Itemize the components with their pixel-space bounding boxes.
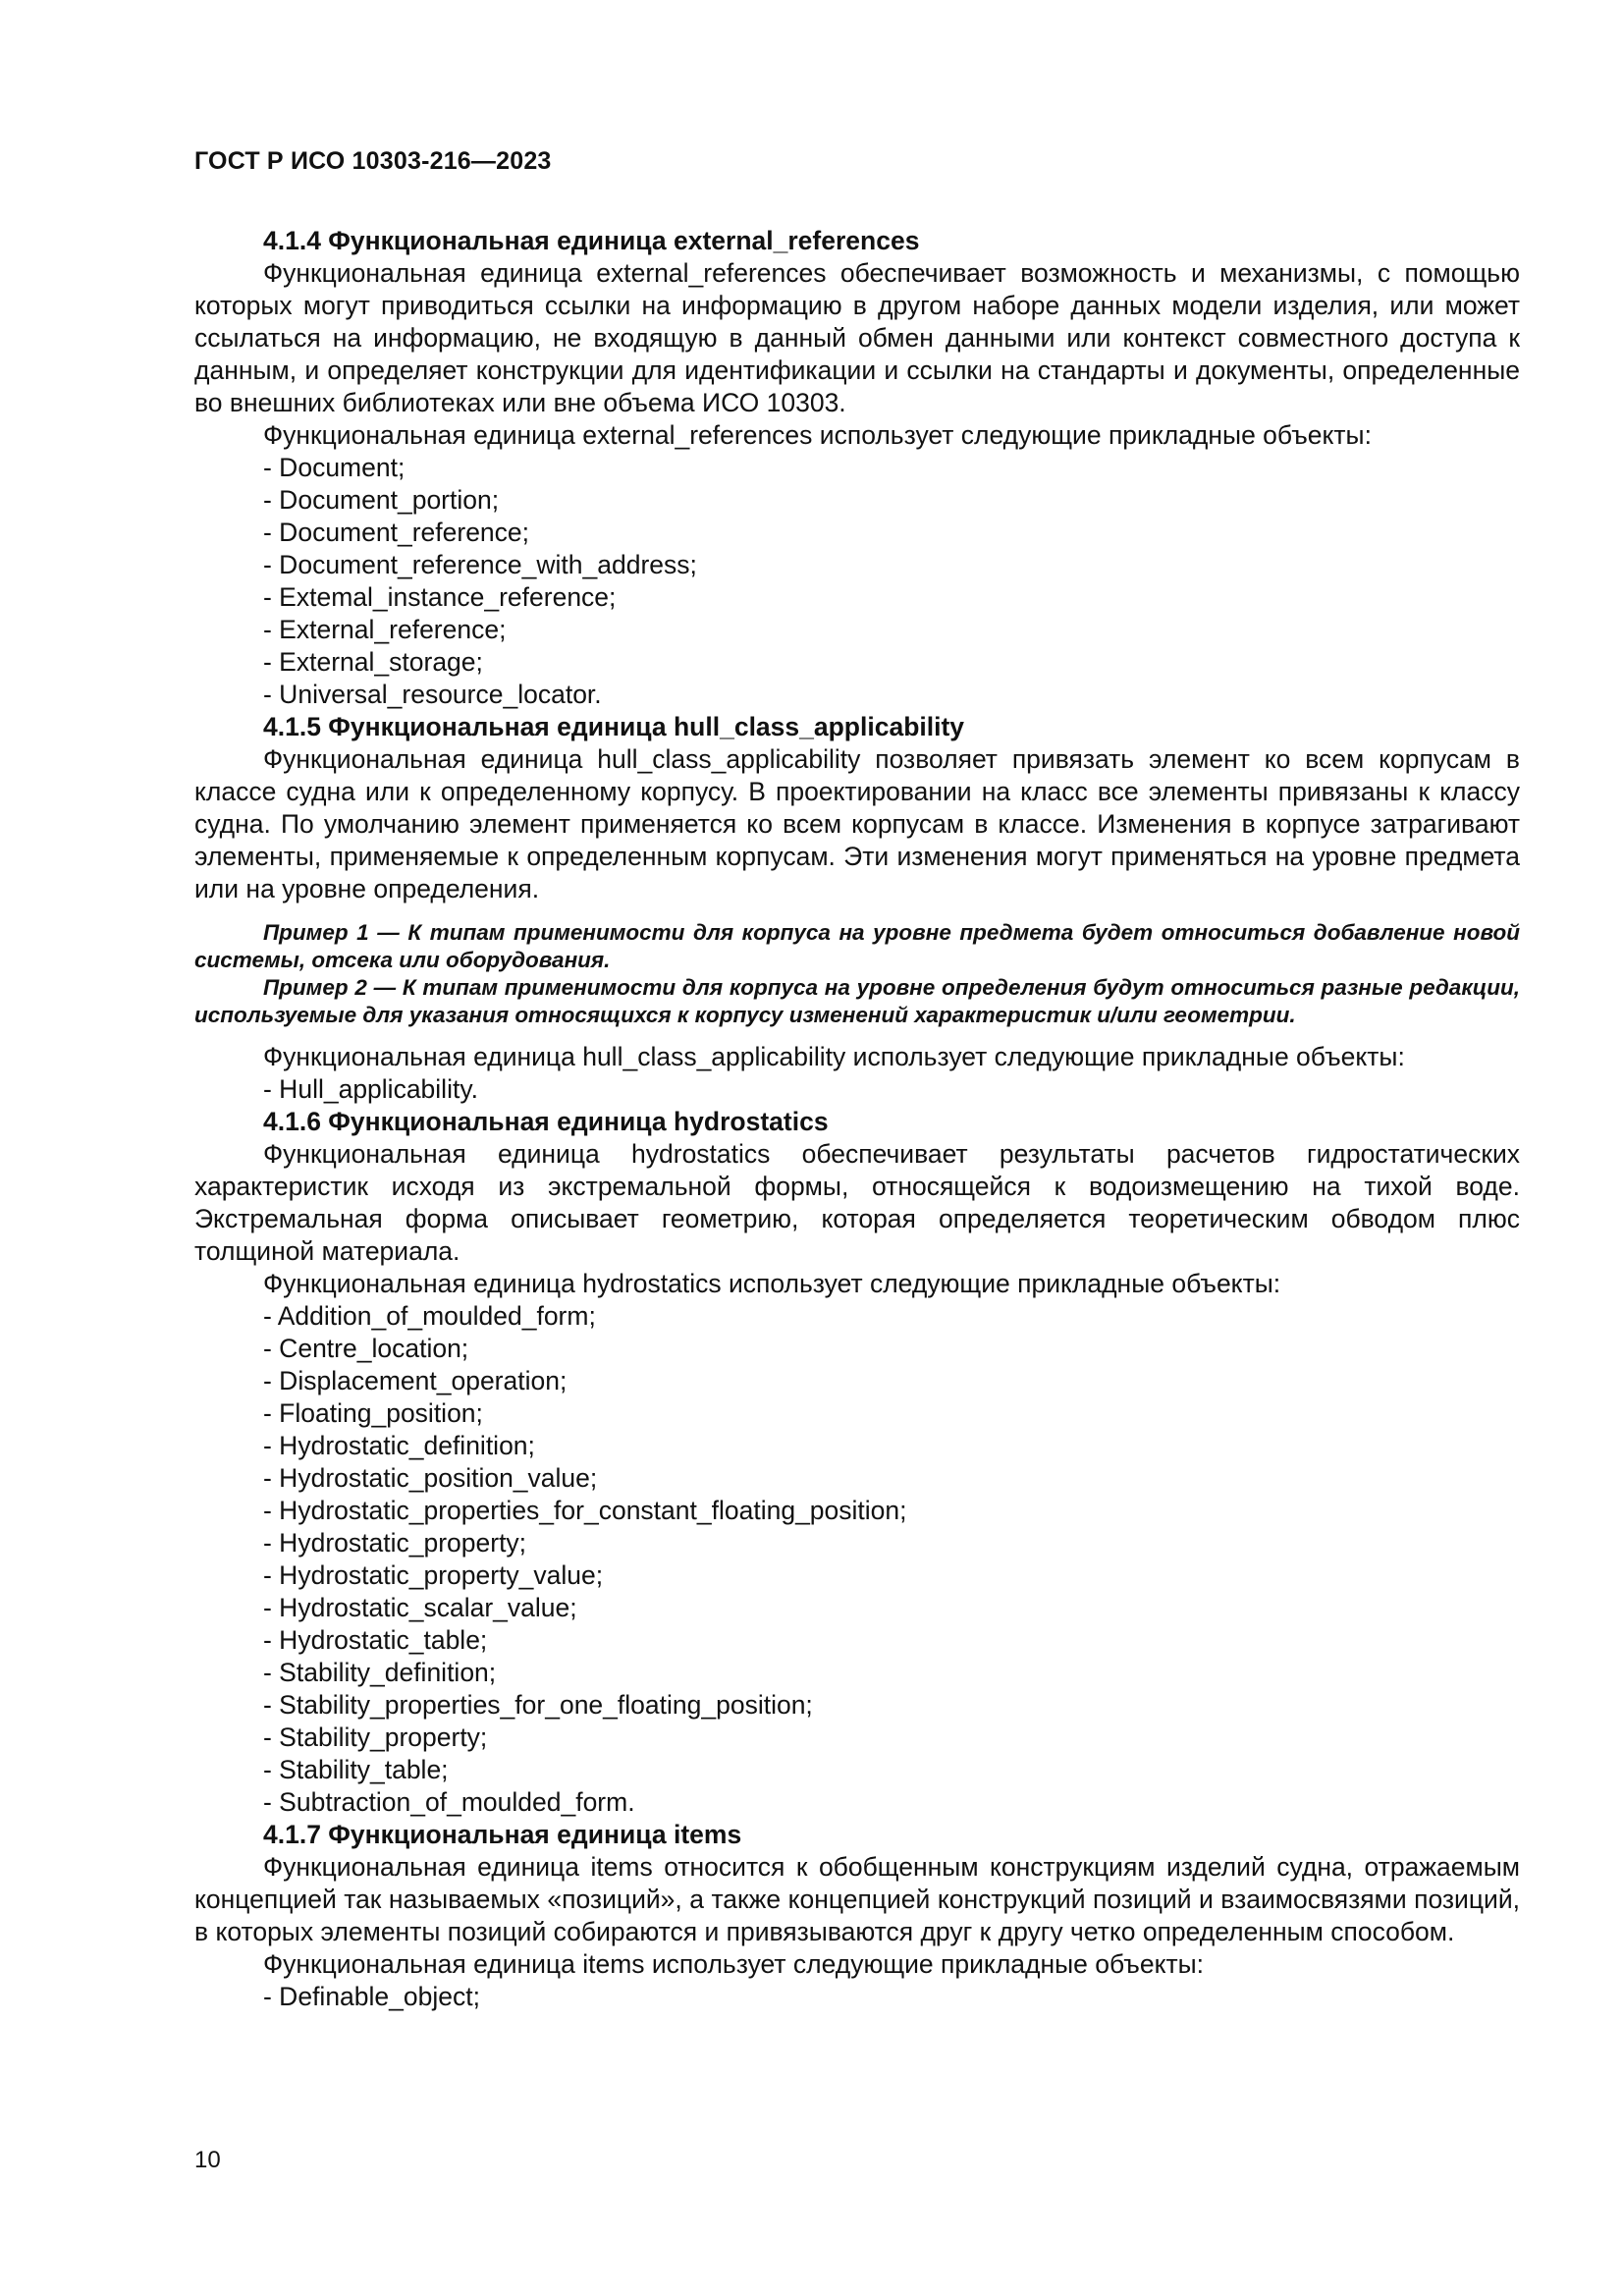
list-item: - Subtraction_of_moulded_form.: [263, 1787, 635, 1817]
list-item: - Hydrostatic_properties_for_constant_floating_position;: [263, 1496, 907, 1525]
list-item: - Hydrostatic_property_value;: [263, 1560, 604, 1590]
list-item: - Document;: [263, 453, 406, 482]
list-item: - Stability_table;: [263, 1755, 449, 1784]
list-item: - Stability_property;: [263, 1722, 488, 1752]
list-item: - External_storage;: [263, 647, 483, 677]
list-item: - Hydrostatic_position_value;: [263, 1463, 598, 1493]
list-item: - Displacement_operation;: [263, 1366, 568, 1395]
list-item: - Hull_applicability.: [263, 1074, 478, 1104]
list-item: - Centre_location;: [263, 1334, 469, 1363]
paragraph: Функциональная единица external_references использует следующие прикладные объекты:: [263, 420, 1372, 450]
example-note-2: Пример 2 — К типам применимости для корпуса на уровне определения будут относиться разные редакции, используемые для указания относящихся к корпусу изменений характеристик и/или геометрии.: [194, 975, 1520, 1027]
page-number: 10: [194, 2147, 221, 2173]
section-heading-4-1-7: 4.1.7 Функциональная единица items: [263, 1820, 742, 1849]
list-item: - Hydrostatic_property;: [263, 1528, 527, 1558]
list-item: - Stability_definition;: [263, 1658, 497, 1687]
paragraph: Функциональная единица items использует следующие прикладные объекты:: [263, 1949, 1205, 1979]
list-item: - Document_reference;: [263, 518, 530, 547]
section-heading-4-1-5: 4.1.5 Функциональная единица hull_class_applicability: [263, 712, 965, 741]
list-item: - Floating_position;: [263, 1398, 483, 1428]
paragraph: Функциональная единица hydrostatics использует следующие прикладные объекты:: [263, 1269, 1281, 1298]
paragraph: Функциональная единица items относится к обобщенным конструкциям изделий судна, отражаемым концепцией так называемых «позиций», а также концепцией конструкций позиций и взаимосвязями позиций, в которых элементы позиций собираются и привязываются друг к другу четко определенным способом.: [194, 1852, 1520, 1946]
list-item: - Hydrostatic_table;: [263, 1625, 488, 1655]
example-note-1: Пример 1 — К типам применимости для корпуса на уровне предмета будет относиться добавление новой системы, отсека или оборудования.: [194, 920, 1520, 972]
list-item: - Definable_object;: [263, 1982, 480, 2011]
list-item: - Hydrostatic_scalar_value;: [263, 1593, 577, 1622]
paragraph: Функциональная единица hull_class_applicability использует следующие прикладные объекты:: [263, 1042, 1405, 1071]
list-item: - Universal_resource_locator.: [263, 680, 602, 709]
paragraph: Функциональная единица hull_class_applicability позволяет привязать элемент ко всем корпусам в классе судна или к определенному корпусу. В проектировании на класс все элементы привязаны к классу судна. По умолчанию элемент применяется ко всем корпусам в классе. Изменения в корпусе затрагивают элементы, применяемые к определенным корпусам. Эти изменения могут применяться на уровне предмета или на уровне определения.: [194, 744, 1520, 903]
section-heading-4-1-6: 4.1.6 Функциональная единица hydrostatics: [263, 1107, 829, 1136]
list-item: - External_reference;: [263, 615, 507, 644]
section-heading-4-1-4: 4.1.4 Функциональная единица external_references: [263, 226, 920, 255]
list-item: - Document_reference_with_address;: [263, 550, 697, 579]
list-item: - Extemal_instance_reference;: [263, 582, 617, 612]
page-content: [194, 225, 1520, 2013]
standard-header: ГОСТ Р ИСО 10303-216—2023: [194, 147, 552, 175]
list-item: - Stability_properties_for_one_floating_position;: [263, 1690, 813, 1720]
list-item: - Document_portion;: [263, 485, 500, 515]
list-item: - Addition_of_moulded_form;: [263, 1301, 596, 1331]
list-item: - Hydrostatic_definition;: [263, 1431, 535, 1460]
paragraph: Функциональная единица hydrostatics обеспечивает результаты расчетов гидростатических характеристик исходя из экстремальной формы, относящейся к водоизмещению на тихой воде. Экстремальная форма описывает геометрию, которая определяется теоретическим обводом плюс толщиной материала.: [194, 1139, 1520, 1266]
paragraph: Функциональная единица external_references обеспечивает возможность и механизмы, с помощью которых могут приводиться ссылки на информацию в другом наборе данных модели изделия, или может ссылаться на информацию, не входящую в данный обмен данными или контекст совместного доступа к данным, и определяет конструкции для идентификации и ссылки на стандарты и документы, определенные во внешних библиотеках или вне объема ИСО 10303.: [194, 258, 1520, 417]
